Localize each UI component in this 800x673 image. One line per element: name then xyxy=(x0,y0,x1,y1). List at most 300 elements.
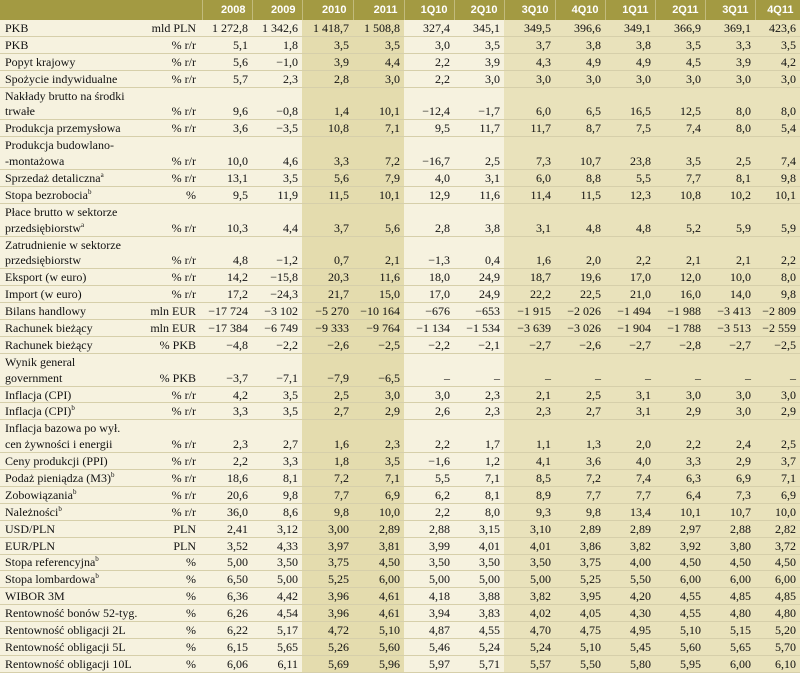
row-unit: % r/r xyxy=(126,153,202,169)
table-cell: 4,9 xyxy=(605,53,655,70)
table-cell: 8,1 xyxy=(454,486,504,503)
table-cell: 6,15 xyxy=(202,638,252,655)
row-label-text: government xyxy=(5,370,63,385)
table-cell: 9,8 xyxy=(252,486,302,503)
table-cell xyxy=(252,236,302,252)
table-cell xyxy=(655,420,705,436)
row-unit: % r/r xyxy=(126,70,202,87)
table-cell xyxy=(252,137,302,153)
table-cell xyxy=(252,420,302,436)
table-cell xyxy=(454,137,504,153)
table-cell: 7,3 xyxy=(504,153,555,169)
table-row xyxy=(0,571,800,588)
row-label-text: przedsiębiorstw xyxy=(5,220,81,235)
table-cell: 16,5 xyxy=(605,103,655,119)
table-cell: 2,89 xyxy=(605,520,655,537)
table-cell xyxy=(202,203,252,219)
table-cell: 4,95 xyxy=(605,622,655,639)
table-cell: 3,5 xyxy=(353,36,404,53)
row-label xyxy=(0,520,126,537)
table-cell xyxy=(504,353,555,369)
row-label xyxy=(0,436,126,452)
table-cell: 4,9 xyxy=(555,53,605,70)
table-cell: 19,6 xyxy=(555,269,605,286)
table-cell: 5,50 xyxy=(555,655,605,672)
row-label xyxy=(0,320,126,337)
table-cell: 4,85 xyxy=(755,588,800,605)
table-cell: 7,7 xyxy=(655,170,705,187)
table-cell: −1,3 xyxy=(404,252,454,268)
footnote-marker: a xyxy=(80,220,85,229)
row-label-text: Ceny produkcji (PPI) xyxy=(5,454,108,469)
table-cell: 9,5 xyxy=(202,186,252,203)
table-cell: 23,8 xyxy=(605,153,655,169)
table-cell: 3,1 xyxy=(605,403,655,420)
table-cell: 3,50 xyxy=(454,554,504,571)
table-cell: −1 534 xyxy=(454,320,504,337)
row-label-text: Inflacja (CPI) xyxy=(5,404,72,419)
table-cell: 5,6 xyxy=(202,53,252,70)
table-cell: −2,5 xyxy=(755,336,800,353)
table-cell: 3,0 xyxy=(504,70,555,87)
table-cell xyxy=(705,420,755,436)
table-cell: 4,00 xyxy=(605,554,655,571)
table-cell: 6,0 xyxy=(504,103,555,119)
row-label xyxy=(0,87,126,103)
table-cell: 2,2 xyxy=(404,436,454,452)
table-cell: 5,00 xyxy=(504,571,555,588)
table-cell: 7,9 xyxy=(353,170,404,187)
table-cell: 3,7 xyxy=(755,453,800,470)
row-label xyxy=(0,236,126,252)
row-unit: % r/r xyxy=(126,286,202,303)
row-label xyxy=(0,220,126,236)
table-cell: 2,88 xyxy=(404,520,454,537)
table-cell: 3,0 xyxy=(705,386,755,403)
table-cell: 21,0 xyxy=(605,286,655,303)
table-cell: 2,9 xyxy=(353,403,404,420)
table-row xyxy=(0,303,800,320)
table-cell: 3,82 xyxy=(504,588,555,605)
row-unit: % xyxy=(126,588,202,605)
table-cell: 3,0 xyxy=(755,70,800,87)
table-cell: 11,7 xyxy=(504,120,555,137)
table-cell: −2 559 xyxy=(755,320,800,337)
table-cell: 13,1 xyxy=(202,170,252,187)
table-cell: 3,97 xyxy=(302,537,353,554)
footnote-marker: b xyxy=(87,187,92,196)
table-cell: 423,6 xyxy=(755,20,800,36)
table-cell: 3,99 xyxy=(404,537,454,554)
row-label-text: Stopa referencyjna xyxy=(5,555,96,570)
table-cell: 2,82 xyxy=(755,520,800,537)
row-label-text: Należności xyxy=(5,504,59,519)
table-cell: 3,94 xyxy=(404,605,454,622)
row-unit: % PKB xyxy=(126,336,202,353)
table-cell: 4,01 xyxy=(504,537,555,554)
table-row xyxy=(0,503,800,520)
table-cell: 4,50 xyxy=(755,554,800,571)
table-cell: 8,7 xyxy=(555,120,605,137)
table-cell: 7,4 xyxy=(755,153,800,169)
table-cell xyxy=(252,203,302,219)
row-label-text: Bilans handlowy xyxy=(5,304,86,319)
table-cell: 2,5 xyxy=(302,386,353,403)
footnote-marker: b xyxy=(72,487,77,496)
table-cell: 3,1 xyxy=(605,386,655,403)
table-cell xyxy=(555,353,605,369)
table-cell: 3,0 xyxy=(555,70,605,87)
table-cell xyxy=(302,353,353,369)
table-cell xyxy=(705,353,755,369)
row-unit: % r/r xyxy=(126,220,202,236)
table-cell: 4,02 xyxy=(504,605,555,622)
table-cell: 4,3 xyxy=(504,53,555,70)
table-cell: 36,0 xyxy=(202,503,252,520)
table-cell: 1 508,8 xyxy=(353,20,404,36)
table-cell xyxy=(755,87,800,103)
row-unit: % xyxy=(126,622,202,639)
table-row xyxy=(0,320,800,337)
table-cell xyxy=(202,236,252,252)
table-cell: 2,0 xyxy=(555,252,605,268)
table-cell: 4,85 xyxy=(705,588,755,605)
table-cell: 4,50 xyxy=(655,554,705,571)
table-cell: 1,8 xyxy=(302,453,353,470)
table-cell xyxy=(705,203,755,219)
table-cell: 4,18 xyxy=(404,588,454,605)
row-unit: mln EUR xyxy=(126,320,202,337)
table-cell: 5,6 xyxy=(302,170,353,187)
table-cell xyxy=(755,236,800,252)
row-label xyxy=(0,103,126,119)
row-label xyxy=(0,186,126,203)
table-cell: 5,60 xyxy=(353,638,404,655)
row-unit: % xyxy=(126,186,202,203)
row-unit: % r/r xyxy=(126,503,202,520)
table-cell: 3,3 xyxy=(252,453,302,470)
table-row xyxy=(0,220,800,236)
table-cell: 6,10 xyxy=(755,655,800,672)
table-cell: 4,0 xyxy=(404,170,454,187)
table-cell: 2,3 xyxy=(504,403,555,420)
table-cell: 10,3 xyxy=(202,220,252,236)
table-row xyxy=(0,420,800,436)
table-cell: 3,81 xyxy=(353,537,404,554)
table-cell: 6,00 xyxy=(755,571,800,588)
table-cell xyxy=(202,87,252,103)
table-cell: −1 915 xyxy=(504,303,555,320)
row-label xyxy=(0,638,126,655)
row-unit: % r/r xyxy=(126,120,202,137)
row-unit: PLN xyxy=(126,520,202,537)
table-cell: 2,3 xyxy=(353,436,404,452)
table-cell: 5,15 xyxy=(705,622,755,639)
table-cell: 14,0 xyxy=(705,286,755,303)
table-cell: 5,7 xyxy=(202,70,252,87)
table-cell: 4,50 xyxy=(353,554,404,571)
table-cell: 3,5 xyxy=(454,36,504,53)
table-cell xyxy=(755,353,800,369)
table-cell: 5,95 xyxy=(655,655,705,672)
table-cell: 3,5 xyxy=(252,170,302,187)
table-cell: 2,1 xyxy=(353,252,404,268)
row-label-text: Stopa bezrobocia xyxy=(5,187,88,202)
table-cell: 0,4 xyxy=(454,252,504,268)
row-label xyxy=(0,203,126,219)
table-cell xyxy=(605,353,655,369)
table-row xyxy=(0,537,800,554)
table-cell: 3,6 xyxy=(555,453,605,470)
table-cell: −2 809 xyxy=(755,303,800,320)
row-label-text: PKB xyxy=(5,37,29,52)
table-cell: 11,7 xyxy=(454,120,504,137)
table-cell: 3,3 xyxy=(655,453,705,470)
table-row xyxy=(0,588,800,605)
footnote-marker: b xyxy=(58,504,62,513)
table-cell: 22,5 xyxy=(555,286,605,303)
row-unit: % xyxy=(126,605,202,622)
row-label xyxy=(0,336,126,353)
row-label-text: Rentowność obligacji 5L xyxy=(5,639,126,654)
table-cell: 4,55 xyxy=(655,588,705,605)
table-cell: 0,7 xyxy=(302,252,353,268)
table-cell: 2,7 xyxy=(302,403,353,420)
table-cell: 2,3 xyxy=(454,386,504,403)
table-cell: 3,0 xyxy=(705,70,755,87)
table-cell: 2,97 xyxy=(655,520,705,537)
table-cell: 4,30 xyxy=(605,605,655,622)
row-label-text: Import (w euro) xyxy=(5,287,82,302)
table-cell: 17,0 xyxy=(605,269,655,286)
table-cell: 6,5 xyxy=(555,103,605,119)
table-row xyxy=(0,436,800,452)
table-cell xyxy=(202,420,252,436)
table-cell: 2,2 xyxy=(655,436,705,452)
table-cell: 3,5 xyxy=(252,403,302,420)
table-cell: 4,8 xyxy=(555,220,605,236)
row-unit: % r/r xyxy=(126,252,202,268)
table-cell: 2,88 xyxy=(705,520,755,537)
table-cell: 369,1 xyxy=(705,20,755,36)
table-cell xyxy=(404,353,454,369)
table-cell: 2,3 xyxy=(202,436,252,452)
row-label-text: Stopa lombardowa xyxy=(5,572,96,587)
table-cell: −17 724 xyxy=(202,303,252,320)
table-cell: 17,2 xyxy=(202,286,252,303)
table-cell: 5,57 xyxy=(504,655,555,672)
table-cell: 3,0 xyxy=(404,386,454,403)
row-unit: % xyxy=(126,655,202,672)
table-cell: 10,0 xyxy=(202,153,252,169)
row-unit xyxy=(126,353,202,369)
table-cell: 20,6 xyxy=(202,486,252,503)
table-cell: 3,95 xyxy=(555,588,605,605)
table-cell: 5,50 xyxy=(605,571,655,588)
row-unit: % PKB xyxy=(126,370,202,386)
table-cell: −3 102 xyxy=(252,303,302,320)
column-header-2008: 2008 xyxy=(202,0,252,20)
table-cell: 396,6 xyxy=(555,20,605,36)
table-cell: 4,55 xyxy=(454,622,504,639)
row-label-text: Eksport (w euro) xyxy=(5,270,87,285)
footnote-marker: b xyxy=(110,470,115,479)
table-cell: 8,0 xyxy=(755,269,800,286)
table-cell: 6,2 xyxy=(404,486,454,503)
table-cell xyxy=(202,353,252,369)
table-cell: 9,3 xyxy=(504,503,555,520)
table-cell xyxy=(605,87,655,103)
table-cell xyxy=(755,137,800,153)
table-cell: 24,9 xyxy=(454,286,504,303)
table-cell: 3,9 xyxy=(302,53,353,70)
table-cell: −1 988 xyxy=(655,303,705,320)
table-row xyxy=(0,386,800,403)
table-cell: 366,9 xyxy=(655,20,705,36)
table-cell: 3,8 xyxy=(605,36,655,53)
row-unit: % xyxy=(126,554,202,571)
row-label-text: Nakłady brutto na środki xyxy=(5,88,125,103)
table-row xyxy=(0,520,800,537)
table-cell: 8,0 xyxy=(705,120,755,137)
table-row xyxy=(0,286,800,303)
table-cell: 3,80 xyxy=(705,537,755,554)
table-cell xyxy=(605,137,655,153)
table-cell: 5,00 xyxy=(454,571,504,588)
row-unit: % r/r xyxy=(126,53,202,70)
table-cell: – xyxy=(404,370,454,386)
table-cell: 7,1 xyxy=(353,120,404,137)
table-cell: – xyxy=(555,370,605,386)
table-cell: 1,1 xyxy=(504,436,555,452)
table-cell: −16,7 xyxy=(404,153,454,169)
table-cell: 2,2 xyxy=(404,503,454,520)
table-cell: 1,4 xyxy=(302,103,353,119)
row-label-text: Sprzedaż detaliczna xyxy=(5,170,101,185)
table-cell: 349,5 xyxy=(504,20,555,36)
row-label xyxy=(0,370,126,386)
table-cell: 5,17 xyxy=(252,622,302,639)
table-cell: 3,0 xyxy=(454,70,504,87)
table-cell: 5,4 xyxy=(755,120,800,137)
table-cell: −1 134 xyxy=(404,320,454,337)
table-cell: 3,52 xyxy=(202,537,252,554)
table-cell: −3,5 xyxy=(252,120,302,137)
row-unit: mld PLN xyxy=(126,20,202,36)
footnote-marker: b xyxy=(71,404,75,413)
row-label xyxy=(0,486,126,503)
table-cell: 9,8 xyxy=(755,286,800,303)
table-cell xyxy=(302,236,353,252)
row-label xyxy=(0,554,126,571)
row-label xyxy=(0,170,126,187)
table-cell xyxy=(404,420,454,436)
table-cell: 1,2 xyxy=(454,453,504,470)
table-cell xyxy=(504,87,555,103)
table-cell: 2,7 xyxy=(252,436,302,452)
table-cell: 3,83 xyxy=(454,605,504,622)
table-cell: −2,2 xyxy=(404,336,454,353)
table-cell: 5,1 xyxy=(202,36,252,53)
table-row xyxy=(0,554,800,571)
table-cell xyxy=(655,353,705,369)
column-header-2q11: 2Q11 xyxy=(655,0,705,20)
row-unit: % r/r xyxy=(126,486,202,503)
table-cell: −3 413 xyxy=(705,303,755,320)
table-cell: 12,3 xyxy=(605,186,655,203)
row-label xyxy=(0,470,126,487)
table-cell xyxy=(252,353,302,369)
table-cell: 9,8 xyxy=(302,503,353,520)
row-label-text: Podaż pieniądza (M3) xyxy=(5,470,111,485)
table-cell: 5,5 xyxy=(605,170,655,187)
table-cell: −2 026 xyxy=(555,303,605,320)
table-cell: 6,0 xyxy=(504,170,555,187)
table-cell: 10,1 xyxy=(353,103,404,119)
row-label-text: przedsiębiorstw xyxy=(5,253,81,268)
table-cell xyxy=(404,203,454,219)
table-row xyxy=(0,203,800,219)
row-label xyxy=(0,386,126,403)
row-label-text: WIBOR 3M xyxy=(5,589,65,604)
column-header-2009: 2009 xyxy=(252,0,302,20)
table-cell: 349,1 xyxy=(605,20,655,36)
table-cell: 4,61 xyxy=(353,605,404,622)
table-cell: 3,0 xyxy=(404,36,454,53)
table-cell: 6,06 xyxy=(202,655,252,672)
table-cell: 3,0 xyxy=(755,386,800,403)
table-cell: 3,96 xyxy=(302,605,353,622)
table-cell: 3,72 xyxy=(755,537,800,554)
row-unit xyxy=(126,236,202,252)
table-cell: −676 xyxy=(404,303,454,320)
table-cell: 5,20 xyxy=(755,622,800,639)
table-row xyxy=(0,486,800,503)
row-label xyxy=(0,286,126,303)
table-cell: 10,1 xyxy=(755,186,800,203)
row-unit xyxy=(126,420,202,436)
table-cell: −2,7 xyxy=(705,336,755,353)
table-cell: 5,10 xyxy=(353,622,404,639)
row-unit xyxy=(126,203,202,219)
table-cell: 3,7 xyxy=(504,36,555,53)
table-cell: 5,24 xyxy=(504,638,555,655)
table-cell: 5,10 xyxy=(555,638,605,655)
table-cell: 3,7 xyxy=(302,220,353,236)
table-cell xyxy=(705,236,755,252)
table-cell: – xyxy=(755,370,800,386)
row-label xyxy=(0,571,126,588)
header-corner xyxy=(0,0,202,20)
table-row xyxy=(0,403,800,420)
table-cell: 1,7 xyxy=(454,436,504,452)
table-cell: −1,0 xyxy=(252,53,302,70)
row-label-text: Produkcja przemysłowa xyxy=(5,121,121,136)
table-cell: 7,1 xyxy=(454,470,504,487)
row-label xyxy=(0,36,126,53)
table-cell: −15,8 xyxy=(252,269,302,286)
table-cell: 4,4 xyxy=(252,220,302,236)
table-cell xyxy=(302,87,353,103)
table-row xyxy=(0,53,800,70)
table-cell xyxy=(353,137,404,153)
table-cell: 2,8 xyxy=(404,220,454,236)
table-cell xyxy=(504,137,555,153)
table-cell: 5,97 xyxy=(404,655,454,672)
table-cell: 20,3 xyxy=(302,269,353,286)
table-cell: 4,2 xyxy=(755,53,800,70)
row-unit: % r/r xyxy=(126,436,202,452)
